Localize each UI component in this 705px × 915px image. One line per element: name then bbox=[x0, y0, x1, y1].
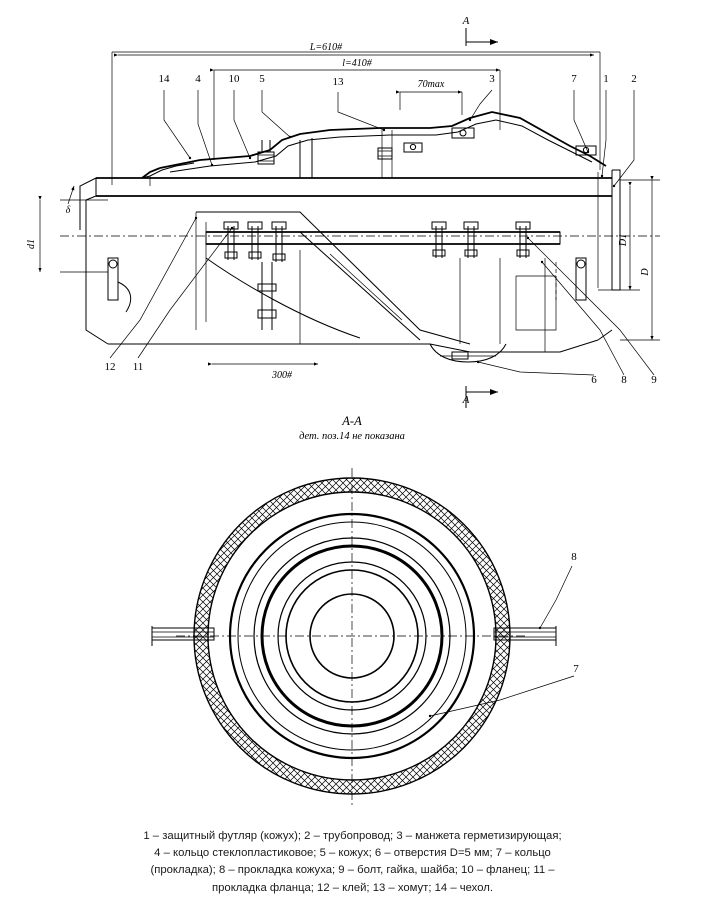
callout-leaders-top bbox=[164, 90, 634, 186]
dim-l: l=410# bbox=[342, 58, 372, 69]
callout-11: 11 bbox=[132, 361, 144, 373]
legend-line-2: 4 – кольцо стеклопластиковое; 5 – кожух; 6 – отверстия D=5 мм; 7 – кольцо bbox=[154, 847, 551, 860]
legend-line-3: (прокладка); 8 – прокладка кожуха; 9 – болт, гайка, шайба; 10 – фланец; 11 – bbox=[150, 864, 555, 877]
callout-10: 10 bbox=[228, 73, 240, 85]
dim-70max: 70max bbox=[417, 79, 445, 90]
dim-d1: d1 bbox=[26, 239, 37, 249]
main-view bbox=[26, 15, 660, 408]
callout-12: 12 bbox=[104, 361, 116, 373]
callout-5: 5 bbox=[259, 73, 265, 85]
section-callout-8: 8 bbox=[571, 551, 577, 563]
dim-L: L=610# bbox=[309, 42, 343, 53]
callout-2: 2 bbox=[631, 73, 637, 85]
bolt-row-middle bbox=[224, 222, 530, 262]
dim-D1: D1 bbox=[618, 233, 629, 247]
dim-delta: δ bbox=[65, 205, 71, 216]
callout-7: 7 bbox=[571, 73, 577, 85]
callout-3: 3 bbox=[489, 73, 495, 85]
callout-leaders-bottom bbox=[110, 218, 654, 375]
section-subtitle: дет. поз.14 не показана bbox=[299, 431, 405, 442]
callout-14: 14 bbox=[158, 73, 170, 85]
callout-8: 8 bbox=[621, 374, 627, 386]
legend-line-4: прокладка фланца; 12 – клей; 13 – хомут; 14 – чехол. bbox=[212, 881, 493, 894]
section-view-aa bbox=[152, 414, 579, 806]
section-callout-7: 7 bbox=[573, 663, 579, 675]
callout-6: 6 bbox=[591, 374, 597, 386]
section-mark-top: A bbox=[462, 15, 470, 27]
section-title: А-А bbox=[342, 414, 362, 428]
callout-13: 13 bbox=[332, 76, 344, 88]
callout-9: 9 bbox=[651, 374, 657, 386]
callout-1: 1 bbox=[603, 73, 609, 85]
callout-4: 4 bbox=[195, 73, 201, 85]
dim-300: 300# bbox=[272, 370, 292, 381]
section-mark-bottom: A bbox=[462, 394, 470, 406]
legend-block bbox=[0, 828, 705, 897]
dim-D: D bbox=[640, 268, 651, 276]
legend-line-1: 1 – защитный футляр (кожух); 2 – трубопровод; 3 – манжета герметизирующая; bbox=[143, 830, 562, 842]
